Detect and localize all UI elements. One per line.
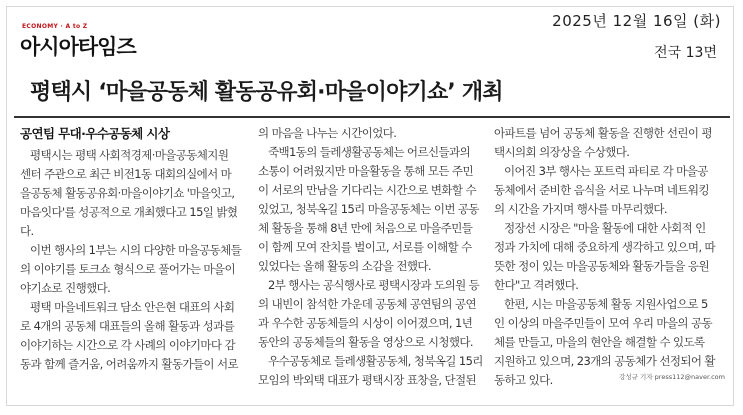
text-line: 과 우수한 공동체들의 시상이 이어졌으며, 1년 bbox=[258, 316, 473, 330]
article-subhead: 공연팀 무대·우수공동체 시상 bbox=[20, 126, 170, 141]
text-line: 다. bbox=[20, 224, 34, 238]
text-line: 마음잇다'를 성공적으로 개최했다고 15일 밝혔 bbox=[20, 205, 238, 219]
newspaper-logo: 아시아타임즈 bbox=[20, 35, 136, 59]
text-line: 평택시는 평택 사회적경제·마을공동체지원 bbox=[30, 148, 229, 162]
text-line: 인 이상의 마을주민들이 모여 우리 마을의 공동 bbox=[494, 316, 713, 330]
text-line: 평택 마을네트워크 담소 안은현 대표의 사회 bbox=[30, 300, 235, 314]
text-line: 체를 만들고, 마을의 현안을 해결할 수 있도록 bbox=[494, 335, 705, 349]
text-line: 의 마음을 나누는 시간이었다. bbox=[258, 126, 397, 140]
text-line: 한다"고 격려했다. bbox=[494, 278, 579, 292]
headline-divider bbox=[14, 116, 730, 118]
publication-date: 2025년 12월 16일 (화) bbox=[552, 12, 721, 30]
text-line: 동체에서 준비한 음식을 서로 나누며 네트워킹 bbox=[494, 183, 709, 197]
text-line: 센터 주관으로 최근 비전1동 대회의실에서 마 bbox=[20, 167, 232, 181]
text-line: 로 4개의 공동체 대표들의 올해 활동과 성과를 bbox=[20, 319, 235, 333]
text-line: 한편, 시는 마을공동체 활동 지원사업으로 5 bbox=[504, 297, 708, 311]
text-line: 을공동체 활동공유회·마을이야기쇼 '마을잇고, bbox=[20, 186, 235, 200]
article-column-1 bbox=[20, 124, 242, 374]
text-line: 모임의 박외택 대표가 평택시장 표창을, 단절된 bbox=[258, 373, 477, 387]
text-line: 정장선 시장은 "마을 활동에 대한 사회적 인 bbox=[504, 221, 706, 235]
text-line: 우수공동체로 들레생활공동체, 청북옥길 15리 bbox=[268, 354, 483, 368]
text-line: 죽백1동의 들레생활공동체는 어르신들과의 bbox=[268, 145, 470, 159]
text-line: 동과 함께 즐거움, 어려움까지 활동가들이 서로 bbox=[20, 357, 239, 371]
column-3-text bbox=[494, 124, 720, 390]
text-line: 이번 행사의 1부는 시의 다양한 마을공동체들 bbox=[30, 243, 242, 257]
column-1-text bbox=[20, 146, 242, 374]
text-line: 이 서로의 만남을 기다리는 시간으로 변화할 수 bbox=[258, 183, 477, 197]
article-column-3 bbox=[494, 124, 720, 390]
text-line: 뜻한 정이 있는 마을공동체와 활동가들을 응원 bbox=[494, 259, 709, 273]
text-line: 야기쇼로 진행했다. bbox=[20, 281, 111, 295]
text-line: 의 이야기를 토크쇼 형식으로 풀어가는 마을이 bbox=[20, 262, 235, 276]
text-line: 택시의회 의장상을 수상했다. bbox=[494, 145, 630, 159]
text-line: 지원하고 있으며, 23개의 공동체가 선정되어 활 bbox=[494, 354, 715, 368]
text-line: 아파트를 넘어 공동체 활동을 진행한 선린이 평 bbox=[494, 126, 713, 140]
text-line: 정과 가치에 대해 중요하게 생각하고 있으며, 따 bbox=[494, 240, 716, 254]
text-line: 이어진 3부 행사는 포트럭 파티로 각 마을공 bbox=[504, 164, 708, 178]
article-column-2 bbox=[258, 124, 483, 390]
logo-tagline: ECONOMY · A to Z bbox=[22, 23, 88, 30]
text-line: 동안의 공동체들의 활동을 영상으로 시청했다. bbox=[258, 335, 473, 349]
text-line: 의 내빈이 참석한 가운데 공동체 공연팀의 공연 bbox=[258, 297, 477, 311]
article-headline: 평택시 ‘마을공동체 활동공유회·마을이야기쇼’ 개최 bbox=[30, 80, 503, 105]
text-line: 있었고, 청북옥길 15리 마을공동체는 이번 공동 bbox=[258, 202, 479, 216]
text-line: 있었다는 올해 활동의 소감을 전했다. bbox=[258, 259, 431, 273]
reporter-byline: 강성규 기자 press112@naver.com bbox=[619, 373, 725, 381]
text-line: 의 시간을 가지며 행사를 마무리했다. bbox=[494, 202, 667, 216]
text-line: 동하고 있다. bbox=[494, 373, 553, 387]
text-line: 2부 행사는 공식행사로 평택시장과 도의원 등 bbox=[268, 278, 480, 292]
column-2-text bbox=[258, 124, 483, 390]
text-line: 소통이 어려웠지만 마을활동을 통해 모든 주민 bbox=[258, 164, 473, 178]
text-line: 이야기하는 시간으로 각 사례의 이야기마다 감 bbox=[20, 338, 235, 352]
text-line: 이 함께 모여 잔치를 벌이고, 서로를 이해할 수 bbox=[258, 240, 472, 254]
page-number: 전국 13면 bbox=[654, 45, 717, 61]
text-line: 체 활동을 통해 8년 만에 처음으로 마을주민들 bbox=[258, 221, 473, 235]
